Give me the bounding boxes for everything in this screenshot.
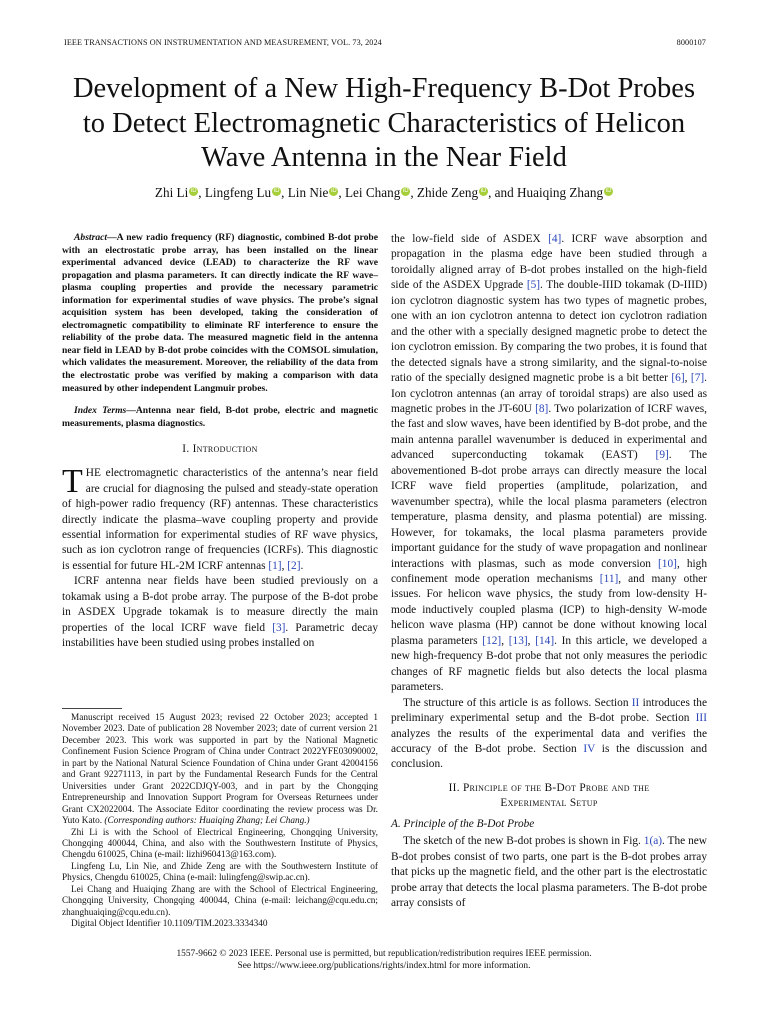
citation-link[interactable]: [4] [548, 233, 562, 245]
footnote-affiliation: Lei Chang and Huaiqing Zhang are with the School of Electrical Engineering, Chongqing University, Chongqing 400044, China (e-mail: leichang@cqu.edu.cn; zhanghuaiqing@cqu.edu.cn). [62, 884, 378, 918]
footnote-rule [62, 708, 122, 709]
abstract [62, 232, 378, 395]
citation-link[interactable]: [8] [535, 402, 549, 415]
copyright-notice [60, 949, 708, 973]
section-heading-line: Experimental Setup [500, 796, 598, 809]
right-column [391, 232, 707, 912]
citation-link[interactable]: [14] [535, 634, 555, 647]
intro-paragraph-2: ICRF antenna near fields have been studied previously on a tokamak using a B-dot probe array. The purpose of the B-dot probe in ASDEX Upgrade tokamak is to measure directly the main properties of the local ICRF wave field [3]. Parametric decay instabilities have been studied using probes installed on [62, 575, 378, 650]
footnotes [62, 708, 378, 931]
orcid-icon[interactable]: iD [273, 188, 280, 194]
orcid-icon[interactable]: iD [480, 188, 487, 194]
author-name[interactable]: Lei Chang [345, 185, 401, 200]
citation-link[interactable]: [5] [526, 279, 541, 292]
copyright-line: 1557-9662 © 2023 IEEE. Personal use is permitted, but republication/redistribution requires IEEE permission. [176, 949, 592, 959]
section-link[interactable]: II [631, 696, 640, 709]
author-separator: , [198, 185, 205, 200]
principle-paragraph: The sketch of the new B-dot probes is shown in Fig. 1(a). The new B-dot probes consist of two parts, one part is the B-dot probes array that picks up the magnetic field, and the other part is the electrostatic probe array that detects the local plasma parameters. The B-dot probe array consists of [391, 835, 707, 910]
orcid-icon[interactable]: iD [402, 188, 409, 194]
index-terms-label: Index Terms [74, 405, 127, 417]
copyright-link-line[interactable]: See https://www.ieee.org/publications/rights/index.html for more information. [237, 960, 531, 971]
footnote-affiliation: Lingfeng Lu, Lin Nie, and Zhide Zeng are with the Southwestern Institute of Physics, Chengdu 610025, China (e-mail: lulingfeng@swip.ac.cn). [62, 861, 378, 884]
author-name[interactable]: Lin Nie [287, 185, 329, 200]
section-link[interactable]: III [695, 712, 707, 725]
author-separator: , and [488, 185, 517, 200]
author-separator: , [338, 185, 345, 200]
abstract-text: A new radio frequency (RF) diagnostic, combined B-dot probe with an electrostatic probe array, has been installed on the linear experimental advanced device (LEAD) to characterize the RF wave propagation and plasma parameters. It can directly indicate the RF wave–plasma coupling properties and provide the necessary parametric information for experimental studies of wave physics. The probe’s signal acquisition system has been developed, taking the consideration of electromagnetic compatibility to eliminate RF interference to ensure the reliability of the probe data. The measured magnetic field in the antenna near field in LEAD by B-dot probe coincides with the COMSOL simulation, which validates the measurement. Moreover, the reliability of the data from the electrostatic probe was verified by making a comparison with data measured by other independent Langmuir probes. [62, 232, 378, 394]
section-heading-introduction: I. Introduction [182, 443, 258, 456]
citation-link[interactable]: [11] [599, 572, 619, 585]
author-separator: , [410, 185, 417, 200]
citation-link[interactable]: [13] [508, 634, 528, 647]
author-name[interactable]: Zhi Li [154, 185, 189, 200]
corresponding-authors: (Corresponding authors: Huaiqing Zhang; Lei Chang.) [104, 816, 310, 827]
section-heading-principle [391, 781, 707, 811]
journal-name: IEEE TRANSACTIONS ON INSTRUMENTATION AND MEASUREMENT, VOL. 73, 2024 [64, 38, 382, 47]
section-heading-line: II. Principle of the B-Dot Probe and the [448, 781, 650, 794]
abstract-label: Abstract [74, 232, 108, 243]
citation-link[interactable]: [1] [268, 559, 282, 572]
section-link[interactable]: IV [583, 742, 596, 755]
article-number: 8000107 [676, 38, 706, 47]
intro-paragraph-1: THE electromagnetic characteristics of the antenna’s near field are crucial for diagnosing the pulsed and steady-state operation of high-power radio frequency (RF) antennas. These characteristics directly indicate the plasma–wave coupling property and provide essential information for experimental studies of RF wave physics, such as ion cyclotron range of frequencies (ICRFs). This diagnostic is essential for future HL-2M ICRF antennas [1], [2]. [62, 463, 378, 572]
footnote-affiliation: Zhi Li is with the School of Electrical Engineering, Chongqing University, Chongqing 400044, China, and also with the Southwestern Institute of Physics, Chengdu 610025, China (e-mail: lizhi960413@163.com). [62, 827, 378, 861]
structure-paragraph: The structure of this article is as follows. Section II introduces the preliminary experimental setup and the B-dot probe. Section III analyzes the results of the experimental data and verifies the accuracy of the B-dot probe. Section IV is the discussion and conclusion. [391, 696, 707, 771]
author-name[interactable]: Lingfeng Lu [204, 185, 272, 200]
author-name[interactable]: Zhide Zeng [416, 185, 479, 200]
index-terms [62, 405, 378, 430]
citation-link[interactable]: [12] [482, 634, 502, 647]
citation-link[interactable]: [10] [658, 557, 677, 570]
index-terms-dash: — [126, 405, 136, 417]
paper-title: Development of a New High-Frequency B-Dot Probes to Detect Electromagnetic Characteristics of Helicon Wave Antenna in the Near Field [72, 73, 696, 173]
citation-link[interactable]: [9] [655, 449, 669, 462]
figure-link[interactable]: 1(a) [643, 835, 663, 848]
citation-link[interactable]: [6] [671, 372, 685, 385]
orcid-icon[interactable]: iD [190, 188, 197, 194]
left-column [62, 232, 378, 652]
orcid-icon[interactable]: iD [605, 188, 612, 194]
citation-link[interactable]: [3] [272, 621, 286, 634]
author-list [60, 184, 708, 202]
abstract-dash: — [107, 232, 117, 243]
intro-paragraph-3: the low-field side of ASDEX [4]. ICRF wave absorption and propagation in the plasma edge have been studied through a toroidally aligned array of B-dot probes installed on the high-field side of the ASDEX Upgrade [5]. The double-IIID tokamak (D-IIID) ion cyclotron diagnostic system has two types of magnetic probes, one with an ion cyclotron antenna to detect ion cyclotron radiation and the other with a specially designed magnetic probe to detect the ion cyclotron emission. By comparing the two probes, it is found that the detected signals have a strong similarity, and the signal-to-noise ratio of the specially designed magnetic probe is a bit better [6], [7]. Ion cyclotron antennas (an array of toroidal straps) are also used as magnetic probes in the JT-60U [8]. Two polarization of ICRF waves, the fast and slow waves, have been identified by B-dot probe, and the main antenna parallel wavenumber is deduced in experimental and advanced superconducting tokamak (EAST) [9]. The abovementioned B-dot probe arrays can directly measure the local ICRF wave field properties (amplitude, polarization, and wavenumber spectra), while the local plasma parameters (electron temperature, plasma density, and plasma potential) are missing. However, for tokamaks, the local plasma parameters provide important guidance for the study of wave propagation and nonlinear interactions with plasmas, such as mode conversion [10], high confinement mode operation mechanisms [11], and many other issues. For helicon wave physics, the study from low-density H-mode inductively coupled plasma (ICP) to high-density W-mode helicon wave plasma (HP) cannot be done without knowing local plasma parameters [12], [13], [14]. In this article, we developed a new high-frequency B-dot probe that not only measures the periodic changes of RF magnetic fields but also detects the local plasma parameters. [391, 233, 708, 694]
subsection-heading: A. Principle of the B-Dot Probe [391, 817, 535, 830]
author-separator: , [281, 185, 288, 200]
index-terms-text: Antenna near field, B-dot probe, electric and magnetic measurements, plasma diagnostics. [62, 405, 378, 429]
citation-link[interactable]: [7] [690, 372, 705, 385]
footnote-manuscript: Manuscript received 15 August 2023; revised 22 October 2023; accepted 1 November 2023. Date of publication 28 November 2023; date of current version 21 December 2023. This work was supported in part by the National Magnetic Confinement Fusion Science Program of China under Contract 2022YFE03090002, in part by the National Natural Science Foundation of China under Grant 42004156 and Grant 92271113, in part by the Fundamental Research Funds for the Central Universities under Grant 2022CDJQY-003, and in part by the Chongqing Entrepreneurship and Innovation Support Program for Overseas Returnees under Grant CX2022004. The Associate Editor coordinating the review process was Dr. Yuto Kato. (Corresponding authors: Huaiqing Zhang; Lei Chang.) [62, 713, 378, 827]
citation-link[interactable]: [2] [287, 559, 301, 572]
orcid-icon[interactable]: iD [331, 188, 337, 194]
drop-cap: T [62, 463, 83, 501]
footnote-doi: Digital Object Identifier 10.1109/TIM.2023.3334340 [71, 919, 268, 930]
author-name[interactable]: Huaiqing Zhang [517, 185, 604, 200]
